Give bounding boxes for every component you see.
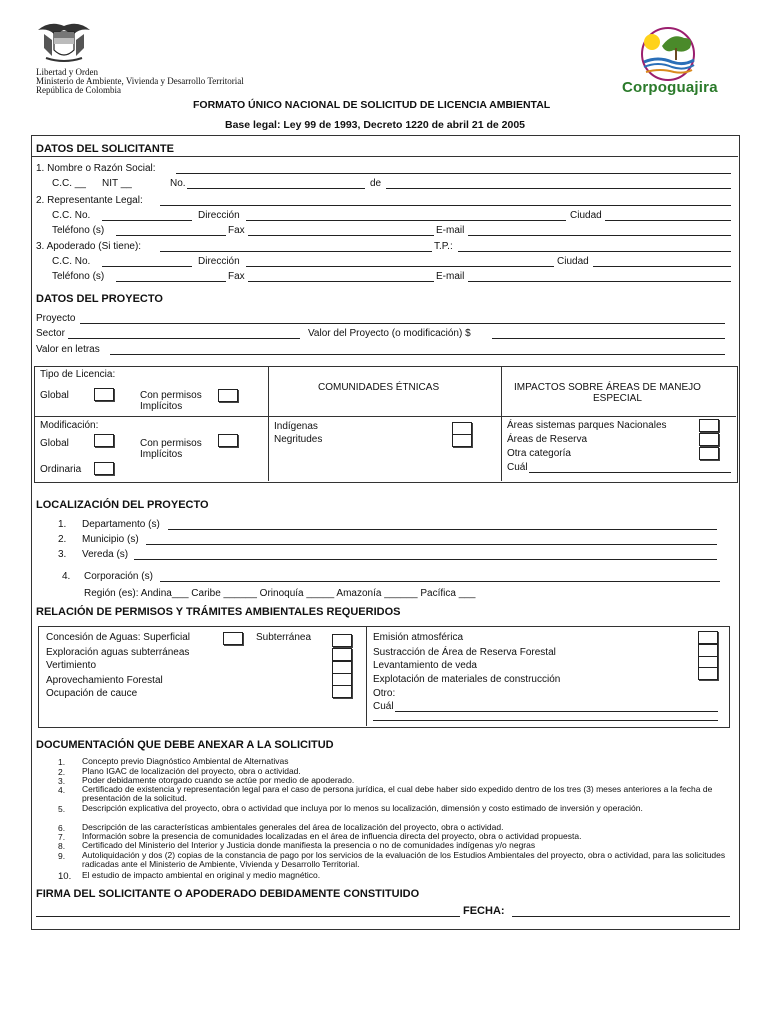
apoderado-tp-label: T.P.: xyxy=(434,241,453,252)
cc-label: C.C. __ xyxy=(52,178,86,189)
emision-atmosferica-label: Emisión atmosférica xyxy=(373,632,464,643)
permisos-cual-field[interactable] xyxy=(395,711,718,712)
doc-num-4: 4. xyxy=(58,785,66,795)
loc-num-2: 2. xyxy=(58,534,67,545)
doc-num-8: 8. xyxy=(58,841,66,851)
valor-letras-label: Valor en letras xyxy=(36,344,100,355)
doc-text-7: Información sobre la presencia de comunidades localizadas en el área de influencia directa del proyecto, obra o actividad propuesta. xyxy=(82,831,582,841)
region-line: Región (es): Andina___ Caribe ______ Orinoquía _____ Amazonía ______ Pacífica ___ xyxy=(84,588,476,599)
apo-ciudad-field[interactable] xyxy=(593,266,731,267)
rep-email-field[interactable] xyxy=(468,235,731,236)
frame-divider-top xyxy=(31,156,738,157)
firma-field[interactable] xyxy=(36,916,460,917)
municipio-field[interactable] xyxy=(146,544,717,545)
departamento-field[interactable] xyxy=(168,529,717,530)
subterranea-checkbox[interactable] xyxy=(332,634,352,647)
apo-email-field[interactable] xyxy=(468,281,731,282)
doc-text-3: Poder debidamente otorgado cuando se actúe por medio de apoderado. xyxy=(82,775,355,785)
tipo-global-checkbox[interactable] xyxy=(94,388,114,401)
comunidades-heading: COMUNIDADES ÉTNICAS xyxy=(318,382,440,393)
apo-ciudad-label: Ciudad xyxy=(557,256,589,267)
tipo-implicitos-label: Implícitos xyxy=(140,401,183,412)
rep-direccion-label: Dirección xyxy=(198,210,240,221)
doc-text-1: Concepto previo Diagnóstico Ambiental de Alternativas xyxy=(82,756,289,766)
licencia-col-divider-1 xyxy=(268,366,269,481)
doc-text-5: Descripción explicativa del proyecto, obra o actividad que incluya por lo menos su localización, dimensión y costo estimado de inversión y operación. xyxy=(82,803,643,813)
negritudes-label: Negritudes xyxy=(274,434,323,445)
form-title: FORMATO ÚNICO NACIONAL DE SOLICITUD DE LICENCIA AMBIENTAL xyxy=(193,99,551,111)
negritudes-checkbox[interactable] xyxy=(452,434,472,447)
mod-global-label: Global xyxy=(40,438,69,449)
apo-direccion-field[interactable] xyxy=(246,266,554,267)
representante-legal-label: 2. Representante Legal: xyxy=(36,195,143,206)
doc-text-9: Autoliquidación y dos (2) copias de la constancia de pago por los servicios de la evaluación de los Estudios Ambientales del proyecto, obra o actividad, para las solicitudes radicadas ante el Ministerio de Ambiente, Vivienda y Desarrollo Territorial. xyxy=(82,850,726,870)
licencia-row-divider xyxy=(34,416,736,417)
concesion-aguas-label: Concesión de Aguas: Superficial xyxy=(46,632,190,643)
apo-fax-label: Fax xyxy=(228,271,245,282)
impactos-heading-1: IMPACTOS SOBRE ÁREAS DE MANEJO xyxy=(514,382,701,393)
header-line-3: República de Colombia xyxy=(36,85,121,95)
modificacion-label: Modificación: xyxy=(40,420,99,431)
tipo-global-label: Global xyxy=(40,390,69,401)
areas-parques-label: Áreas sistemas parques Nacionales xyxy=(507,420,667,431)
solicitante-heading: DATOS DEL SOLICITANTE xyxy=(36,143,174,155)
doc-num-5: 5. xyxy=(58,804,66,814)
permisos-cual-field-2[interactable] xyxy=(373,720,718,721)
sustraccion-reserva-label: Sustracción de Área de Reserva Forestal xyxy=(373,647,556,658)
doc-text-2: Plano IGAC de localización del proyecto, obra o actividad. xyxy=(82,766,301,776)
tipo-licencia-label: Tipo de Licencia: xyxy=(40,369,116,380)
doc-text-6: Descripción de las características ambientales generales del área de localización del proyecto, obra o actividad. xyxy=(82,822,504,832)
apo-cc-label: C.C. No. xyxy=(52,256,91,267)
fecha-field[interactable] xyxy=(512,916,730,917)
otra-categoria-label: Otra categoría xyxy=(507,448,571,459)
doc-text-4: Certificado de existencia y representación legal para el caso de persona jurídica, el cual debe haber sido expedido dentro de los tres (3) meses anteriores a la fecha de presentación de la solicitud. xyxy=(82,784,713,804)
cual-categoria-label: Cuál xyxy=(507,462,528,473)
tipo-con-permisos-label: Con permisos xyxy=(140,390,202,401)
municipio-label: Municipio (s) xyxy=(82,534,139,545)
aprovechamiento-forestal-label: Aprovechamiento Forestal xyxy=(46,675,163,686)
corporacion-label: Corporación (s) xyxy=(84,571,153,582)
loc-num-3: 3. xyxy=(58,549,67,560)
nombre-razon-social-field[interactable] xyxy=(176,173,731,174)
proyecto-heading: DATOS DEL PROYECTO xyxy=(36,293,163,305)
doc-num-2: 2. xyxy=(58,767,66,777)
mod-con-permisos-checkbox[interactable] xyxy=(218,434,238,447)
ocupacion-cauce-label: Ocupación de cauce xyxy=(46,688,138,699)
mod-global-checkbox[interactable] xyxy=(94,434,114,447)
apo-email-label: E-mail xyxy=(436,271,465,282)
apo-telefono-field[interactable] xyxy=(116,281,226,282)
documentacion-heading: DOCUMENTACIÓN QUE DEBE ANEXAR A LA SOLICITUD xyxy=(36,739,334,751)
rep-fax-field[interactable] xyxy=(248,235,434,236)
ordinaria-checkbox[interactable] xyxy=(94,462,114,475)
explotacion-materiales-label: Explotación de materiales de construcción xyxy=(373,674,561,685)
nombre-razon-social-label: 1. Nombre o Razón Social: xyxy=(36,163,156,174)
apo-cc-field[interactable] xyxy=(102,266,192,267)
nit-label: NIT __ xyxy=(102,178,132,189)
levantamiento-veda-label: Levantamiento de veda xyxy=(373,660,477,671)
otro-label: Otro: xyxy=(373,688,396,699)
exploracion-aguas-checkbox[interactable] xyxy=(332,648,352,661)
valor-letras-field[interactable] xyxy=(110,354,725,355)
rep-direccion-field[interactable] xyxy=(246,220,566,221)
rep-telefono-label: Teléfono (s) xyxy=(52,225,105,236)
emision-atmosferica-checkbox[interactable] xyxy=(698,631,718,644)
loc-num-1: 1. xyxy=(58,519,67,530)
impactos-heading-2: ESPECIAL xyxy=(593,393,642,404)
exploracion-aguas-label: Exploración aguas subterráneas xyxy=(46,647,190,658)
corporacion-field[interactable] xyxy=(160,581,720,582)
doc-num-10: 10. xyxy=(58,871,72,882)
otra-categoria-checkbox[interactable] xyxy=(699,447,719,460)
rep-ciudad-field[interactable] xyxy=(605,220,731,221)
doc-num-9: 9. xyxy=(58,851,66,861)
apoderado-field[interactable] xyxy=(160,251,432,252)
permisos-col-divider xyxy=(366,626,367,726)
doc-text-10: El estudio de impacto ambiental en original y medio magnético. xyxy=(82,870,321,880)
valor-proyecto-label: Valor del Proyecto (o modificación) $ xyxy=(308,328,471,339)
sector-label: Sector xyxy=(36,328,65,339)
valor-proyecto-field[interactable] xyxy=(492,338,725,339)
cual-categoria-field[interactable] xyxy=(529,472,731,473)
numero-label: No. xyxy=(170,178,186,189)
rep-cc-label: C.C. No. xyxy=(52,210,91,221)
rep-ciudad-label: Ciudad xyxy=(570,210,602,221)
apoderado-label: 3. Apoderado (Si tiene): xyxy=(36,241,142,252)
tipo-con-permisos-checkbox[interactable] xyxy=(218,389,238,402)
apoderado-tp-field[interactable] xyxy=(458,251,731,252)
vereda-label: Vereda (s) xyxy=(82,549,129,560)
apo-telefono-label: Teléfono (s) xyxy=(52,271,105,282)
areas-parques-checkbox[interactable] xyxy=(699,419,719,432)
subterranea-label: Subterránea xyxy=(256,632,312,643)
vertimiento-label: Vertimiento xyxy=(46,660,97,671)
departamento-label: Departamento (s) xyxy=(82,519,160,530)
areas-reserva-label: Áreas de Reserva xyxy=(507,434,588,445)
localizacion-heading: LOCALIZACIÓN DEL PROYECTO xyxy=(36,499,209,511)
proyecto-field[interactable] xyxy=(80,323,725,324)
de-field[interactable] xyxy=(386,188,731,189)
header-line-2: Ministerio de Ambiente, Vivienda y Desarrollo Territorial xyxy=(36,76,244,86)
doc-num-6: 6. xyxy=(58,823,66,833)
vereda-field[interactable] xyxy=(134,559,717,560)
licencia-col-divider-2 xyxy=(501,366,502,481)
ocupacion-cauce-checkbox[interactable] xyxy=(332,685,352,698)
corpoguajira-logo-text: Corpoguajira xyxy=(622,79,718,96)
apo-fax-field[interactable] xyxy=(248,281,434,282)
indigenas-label: Indígenas xyxy=(274,421,318,432)
numero-field[interactable] xyxy=(187,188,365,189)
mod-implicitos-label: Implícitos xyxy=(140,449,183,460)
doc-num-1: 1. xyxy=(58,757,66,767)
doc-text-8: Certificado del Ministerio del Interior y Justicia donde manifiesta la presencia o no de comunidades indígenas y/o negras xyxy=(82,840,536,850)
doc-num-7: 7. xyxy=(58,832,66,842)
rep-cc-field[interactable] xyxy=(102,220,192,221)
fecha-label: FECHA: xyxy=(463,905,505,917)
rep-fax-label: Fax xyxy=(228,225,245,236)
de-label: de xyxy=(370,178,382,189)
mod-con-permisos-label: Con permisos xyxy=(140,438,202,449)
explotacion-materiales-checkbox[interactable] xyxy=(698,667,718,680)
apo-direccion-label: Dirección xyxy=(198,256,240,267)
ordinaria-label: Ordinaria xyxy=(40,464,82,475)
colombia-coat-of-arms-logo xyxy=(36,18,92,64)
permisos-heading: RELACIÓN DE PERMISOS Y TRÁMITES AMBIENTALES REQUERIDOS xyxy=(36,606,401,618)
doc-num-3: 3. xyxy=(58,776,66,786)
permisos-cual-label: Cuál xyxy=(373,701,394,712)
representante-legal-field[interactable] xyxy=(160,205,731,206)
header-line-1: Libertad y Orden xyxy=(36,67,98,77)
loc-num-4: 4. xyxy=(62,571,71,582)
form-legal-base: Base legal: Ley 99 de 1993, Decreto 1220 de abril 21 de 2005 xyxy=(225,119,526,131)
sector-field[interactable] xyxy=(68,338,300,339)
proyecto-label: Proyecto xyxy=(36,313,76,324)
superficial-checkbox[interactable] xyxy=(223,632,243,645)
rep-telefono-field[interactable] xyxy=(116,235,226,236)
areas-reserva-checkbox[interactable] xyxy=(699,433,719,446)
rep-email-label: E-mail xyxy=(436,225,465,236)
firma-heading: FIRMA DEL SOLICITANTE O APODERADO DEBIDAMENTE CONSTITUIDO xyxy=(36,888,420,900)
